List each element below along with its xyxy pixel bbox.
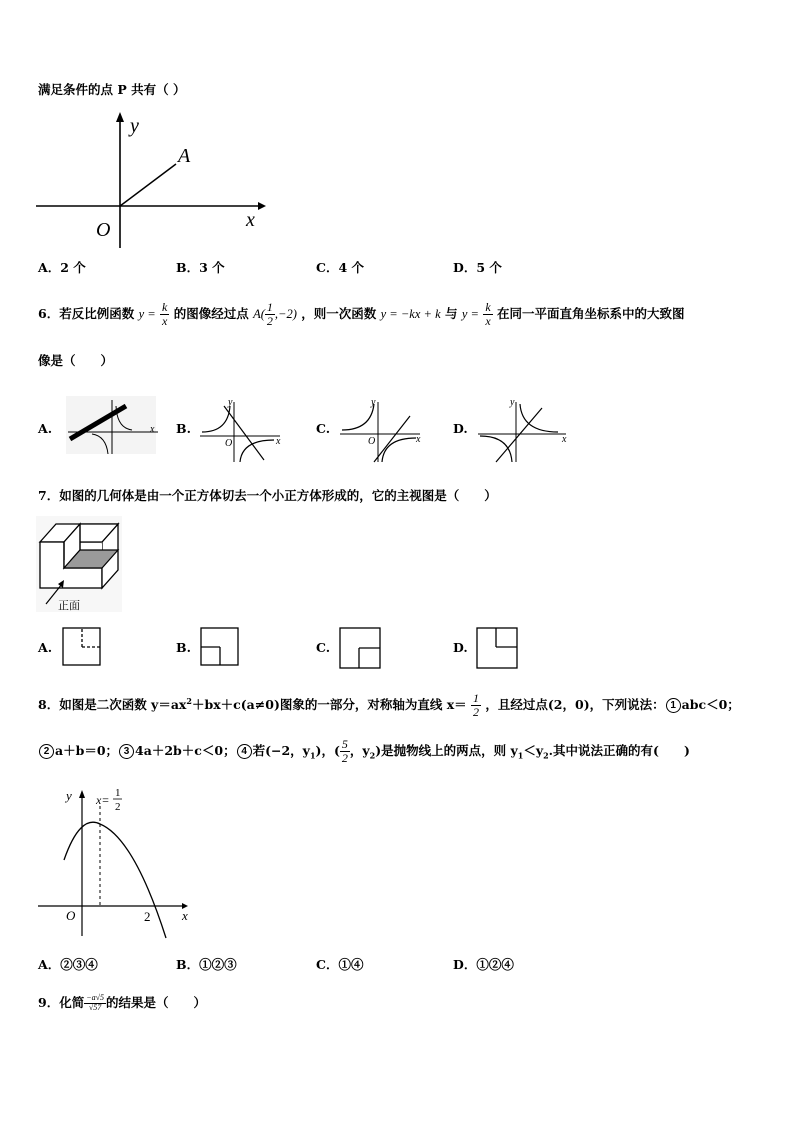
q8-text-4: abc＜0； (681, 697, 740, 713)
q6-d-y-label: y (510, 397, 515, 408)
q6-option-c-label[interactable]: C. (316, 421, 331, 436)
q6-stem-line1 (38, 301, 685, 328)
q6-b-x-label: x (276, 436, 281, 447)
q9-den: √57 (88, 1003, 102, 1012)
q8-stem-line2 (38, 738, 690, 769)
q8-fraction-five-halves (340, 738, 350, 765)
q6-half-den: 2 (266, 314, 273, 329)
q5-graph (36, 110, 266, 250)
q8-text-10: )是抛物线上的两点，则 y (375, 743, 518, 759)
q7-option-b-label[interactable]: B. (176, 640, 191, 655)
q6-k-2: k (485, 300, 491, 314)
q8-axis-num: 1 (115, 787, 121, 799)
q7-option-a-view[interactable] (62, 627, 102, 667)
q8-sub-1: 1 (309, 750, 316, 761)
q6-fraction-half (265, 301, 275, 328)
q8-text-9: ，y (349, 743, 370, 759)
q8-text-6: 4a＋2b＋c＜0； (135, 743, 236, 759)
q7-stem: 7．如图的几何体是由一个正方体切去一个小正方体形成的，它的主视图是（ ） (38, 488, 497, 503)
q6-option-a-graph[interactable] (62, 392, 162, 462)
q6-b-y-label: y (228, 397, 233, 408)
q6-x-2: x (485, 314, 491, 329)
q8-sub-2: 2 (369, 750, 376, 761)
q5-stem: 满足条件的点 P 共有（ ） (38, 82, 186, 97)
q7-option-c-label[interactable]: C. (316, 640, 331, 655)
q5-y-label: y (130, 115, 139, 137)
q5-option-b[interactable]: B．3 个 (176, 260, 225, 275)
q8-stem-line1 (38, 688, 740, 719)
q8-half-den: 2 (473, 705, 480, 720)
q6-option-d-label[interactable]: D. (453, 421, 468, 436)
q7-front-label: 正面 (58, 599, 80, 612)
q6-fraction-k-over-x-2 (483, 301, 492, 328)
q8-circle-1: 1 (666, 698, 681, 713)
q6-c-x-label: x (416, 434, 421, 445)
q8-option-b[interactable]: B．①②③ (176, 957, 237, 972)
q8-text-3: ，且经过点(2，0)，下列说法： (485, 697, 665, 713)
q6-text-1: 6．若反比例函数 (38, 306, 135, 322)
q9-stem (38, 990, 206, 1016)
q6-d-x-label: x (562, 434, 567, 445)
q8-sub-1b: 1 (517, 750, 524, 761)
q6-k: k (162, 300, 168, 314)
q6-text-3: ，则一次函数 (301, 306, 377, 322)
q6-stem-line2: 像是（ ） (38, 353, 114, 368)
q7-option-d-view[interactable] (476, 627, 520, 669)
q6-fraction-k-over-x (160, 301, 169, 328)
q5-x-label: x (246, 209, 255, 231)
q8-circle-3: 3 (119, 744, 134, 759)
q8-x-label: x (182, 908, 188, 923)
q8-circle-2: 2 (39, 744, 54, 759)
q6-text-5: 在同一平面直角坐标系中的大致图 (497, 306, 685, 322)
q8-fraction-half (471, 692, 481, 719)
q8-sup-2: 2 (186, 696, 192, 706)
q6-text-4: 与 (444, 306, 458, 322)
q7-option-a-label[interactable]: A. (38, 640, 53, 655)
q8-origin-label: O (66, 908, 76, 923)
q6-y-eq-1: y = (138, 307, 156, 322)
q6-half-num: 1 (266, 300, 273, 314)
q9-text-1: 9．化简 (38, 995, 85, 1010)
q6-option-d-graph[interactable] (476, 396, 576, 464)
q8-axis-eq-label: x= (96, 793, 110, 807)
q6-point-a: A( (253, 307, 265, 322)
q8-text-1: 8．如图是二次函数 y＝ax (38, 697, 187, 713)
q6-option-c-graph[interactable] (338, 396, 433, 464)
q8-parabola-graph (36, 786, 196, 942)
q6-text-2: 的图像经过点 (173, 306, 249, 322)
q8-five-num: 5 (341, 737, 348, 751)
q8-half-num: 1 (473, 690, 480, 705)
q6-c-y-label: y (371, 397, 376, 408)
q8-text-2: ＋bx＋c(a≠0)图象的一部分，对称轴为直线 x＝ (191, 697, 467, 713)
q8-sub-2b: 2 (543, 750, 549, 761)
q6-option-b-graph[interactable] (198, 396, 293, 464)
q5-option-c[interactable]: C．4 个 (316, 260, 364, 275)
q8-axis-den: 2 (115, 801, 121, 813)
q9-fraction (84, 994, 106, 1013)
q7-solid-figure (36, 516, 122, 612)
q6-y-eq-2: y = (461, 307, 479, 322)
q8-option-c[interactable]: C．①④ (316, 957, 364, 972)
q8-option-d[interactable]: D．①②④ (453, 957, 514, 972)
q9-num: −a√5 (86, 993, 104, 1003)
q8-text-12: .其中说法正确的有( ) (548, 743, 690, 759)
q8-five-den: 2 (341, 751, 348, 766)
q6-option-b-label[interactable]: B. (176, 421, 191, 436)
q5-option-d[interactable]: D．5 个 (453, 260, 502, 275)
q8-text-11: ＜y (523, 743, 544, 759)
q7-option-c-view[interactable] (339, 627, 383, 669)
q8-two-label: 2 (144, 909, 151, 924)
q9-text-2: 的结果是（ ） (106, 995, 207, 1010)
q6-c-origin: O (368, 436, 376, 447)
q8-option-a[interactable]: A．②③④ (38, 957, 98, 972)
q6-point-a-rest: ,−2) (274, 307, 297, 322)
q5-point-a-label: A (178, 145, 191, 167)
q8-y-label: y (66, 788, 72, 803)
q8-text-5: a＋b＝0； (55, 743, 119, 759)
q6-x: x (162, 314, 168, 329)
q6-option-a-label[interactable]: A. (38, 421, 53, 436)
q8-circle-4: 4 (237, 744, 252, 759)
q5-option-a[interactable]: A．2 个 (38, 260, 86, 275)
q8-text-8: )，( (315, 743, 340, 759)
q8-text-7: 若(−2，y (252, 743, 310, 759)
q7-option-b-view[interactable] (200, 627, 240, 667)
q6-a-x-label: x (150, 424, 155, 435)
q5-origin-label: O (96, 219, 111, 241)
q6-linear-function: y = −kx + k (380, 307, 441, 322)
q6-b-origin: O (225, 438, 233, 449)
q7-option-d-label[interactable]: D. (453, 640, 468, 655)
